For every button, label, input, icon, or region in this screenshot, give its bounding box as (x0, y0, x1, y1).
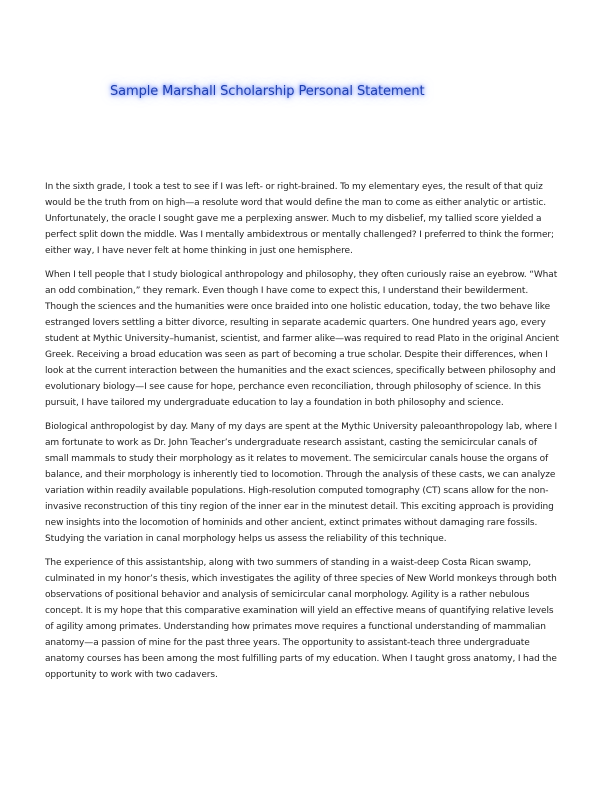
page-title: Sample Marshall Scholarship Personal Statement (110, 84, 425, 99)
paragraph-4: The experience of this assistantship, along with two summers of standing in a waist-deep Costa Rican swamp, culminated in my honor’s thesis, which investigates the agility of three species of New World monkeys through both observations of positional behavior and analysis of semicircular canal morphology. Agility is a rather nebulous concept. It is my hope that this comparative examination will yield an effective means of quantifying relative levels of agility among primates. Understanding how primates move requires a functional understanding of mammalian anatomy—a passion of mine for the past three years. The opportunity to assistant-teach three undergraduate anatomy courses has been among the most fulfilling parts of my education. When I taught gross anatomy, I had the opportunity to work with two cadavers. (45, 558, 557, 680)
paragraph-2: When I tell people that I study biological anthropology and philosophy, they often curiously raise an eyebrow. “What an odd combination,” they remark. Even though I have come to expect this, I understand their bewilderment. Though the sciences and the humanities were once braided into one holistic education, today, the two behave like estranged lovers settling a bitter divorce, resulting in separate academic quarters. One hundred years ago, every student at Mythic University–humanist, scientist, and farmer alike—was required to read Plato in the original Ancient Greek. Receiving a broad education was seen as part of becoming a true scholar. Despite their differences, when I look at the current interaction between the humanities and the exact sciences, specifically between philosophy and evolutionary biology—I see cause for hope, perchance even reconciliation, through philosophy of science. In this pursuit, I have tailored my undergraduate education to lay a foundation in both philosophy and science. (45, 270, 559, 408)
paragraph-1: In the sixth grade, I took a test to see if I was left- or right-brained. To my elementary eyes, the result of that quiz would be the truth from on high—a resolute word that would define the man to come as either analytic or artistic. Unfortunately, the oracle I sought gave me a perplexing answer. Much to my disbelief, my tallied score yielded a perfect split down the middle. Was I mentally ambidextrous or mentally challenged? I preferred to think the former; either way, I have never felt at home thinking in just one hemisphere. (45, 182, 555, 256)
statement-body (45, 179, 560, 691)
paragraph-3: Biological anthropologist by day. Many of my days are spent at the Mythic University paleoanthropology lab, where I am fortunate to work as Dr. John Teacher’s undergraduate research assistant, casting the semicircular canals of small mammals to study their morphology as it relates to movement. The semicircular canals house the organs of balance, and their morphology is inherently tied to locomotion. Through the analysis of these casts, we can analyze variation within readily available populations. High-resolution computed tomography (CT) scans allow for the non-invasive reconstruction of this tiny region of the inner ear in the minutest detail. This exciting approach is providing new insights into the locomotion of hominids and other ancient, extinct primates without damaging rare fossils. Studying the variation in canal morphology helps us assess the reliability of this technique. (45, 422, 558, 544)
